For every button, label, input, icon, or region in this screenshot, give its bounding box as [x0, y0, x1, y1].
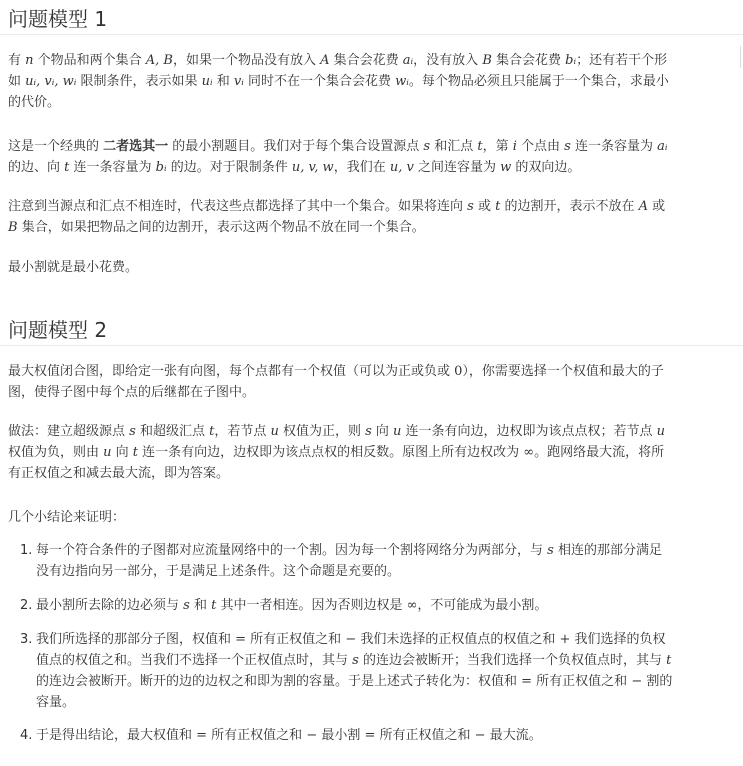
text: 的边。对于限制条件 [166, 160, 292, 175]
math: − [631, 674, 643, 689]
math: aᵢ [402, 53, 414, 68]
math: uᵢ [201, 74, 213, 89]
text: 。每个物品必须且只能属于一个集合，求最小 [408, 74, 669, 89]
math: u, v, w [291, 160, 334, 175]
text: 的边割开，表示不放在 [500, 199, 639, 214]
list-item [20, 725, 736, 746]
math: vᵢ [233, 74, 244, 89]
text: 集合会花费 [491, 53, 566, 68]
list-number: 1. [20, 543, 33, 558]
text: 最小割 [317, 728, 365, 743]
math: uᵢ, vᵢ, wᵢ [25, 74, 77, 89]
text: 我们未选择的正权值点的权值之和 [356, 632, 560, 647]
math: t [211, 598, 217, 613]
math: − [306, 728, 318, 743]
text: 同时不在一个集合会花费 [243, 74, 396, 89]
text: 连一条容量为 [570, 139, 658, 154]
list-item [20, 629, 736, 713]
text: ，不可能成为最小割。 [417, 598, 548, 613]
math: A [320, 53, 330, 68]
text: ，第 [482, 139, 513, 154]
text: 或 [647, 199, 666, 214]
text: 注意到当源点和汇点不相连时，代表这些点都选择了其中一个集合。如果将连向 [8, 199, 468, 214]
text: 集合会花费 [329, 53, 403, 68]
text: 相连的那部分满足 [553, 543, 662, 558]
math: s [423, 139, 431, 154]
text: 的代价。 [8, 95, 61, 110]
text: 最大权值闭合图，即给定一张有向图，每个点都有一个权值（可以为正或负或 [8, 364, 455, 379]
text: 和超级汇点 [135, 424, 210, 439]
math: s [129, 424, 136, 439]
text: 所有正权值之和 [532, 674, 632, 689]
text: ，若节点 [214, 424, 271, 439]
math: s [467, 199, 474, 214]
text: 。跑网络最大流，将所 [534, 445, 665, 460]
text: 我们所选择的那部分子图，权值和 [36, 632, 236, 647]
text: 连一条有向边，边权即为该点点权；若节点 [401, 424, 657, 439]
math: = [521, 674, 533, 689]
section-1-paragraph-2 [8, 136, 736, 178]
math: w [500, 160, 512, 175]
text: ；还有若干个形 [576, 53, 668, 68]
text: 值点的权值之和。当我们不选择一个正权值点时，其与 [36, 653, 353, 668]
math: u [393, 424, 402, 439]
math: B [482, 53, 492, 68]
list-item-text [36, 540, 736, 582]
section-2-paragraph-1 [8, 361, 736, 403]
math: n [25, 53, 34, 68]
text: ，我们在 [333, 160, 390, 175]
text: 个点由 [516, 139, 565, 154]
text: ，没有放入 [413, 53, 483, 68]
text: 有正权值之和减去最大流，即为答案。 [8, 466, 230, 481]
text: 于是得出结论，最大权值和 [36, 728, 197, 743]
math: A, B [145, 53, 173, 68]
text: 和 [212, 74, 234, 89]
math: i [512, 139, 517, 154]
section-1-paragraph-1 [8, 50, 736, 113]
section-1-paragraph-4: 最小割就是最小花费。 [8, 260, 139, 275]
text: 的连边会被断开。断开的边的边权之和即为割的容量。于是上述式子转化为：权值和 [36, 674, 522, 689]
math: t [132, 445, 139, 460]
math: ∞ [406, 598, 418, 613]
text: 的边、向 [8, 160, 65, 175]
section-1-title: 问题模型 1 [0, 6, 743, 35]
math: 0 [454, 364, 463, 379]
text: 向 [371, 424, 394, 439]
text: 图，使得子图中每个点的后继都在子图中。 [8, 385, 256, 400]
section-2-title: 问题模型 2 [0, 317, 743, 346]
text: 权值为负，则由 [8, 445, 104, 460]
text: 连一条有向边，边权即为该点点权的相反数。原图上所有边权改为 [138, 445, 524, 460]
list-number: 2. [20, 598, 33, 613]
text: 割的 [642, 674, 673, 689]
math: − [345, 632, 357, 647]
math: = [196, 728, 208, 743]
text: 其中一者相连。因为否则边权是 [216, 598, 407, 613]
text: 没有边指向另一部分，于是满足上述条件。这个命题是充要的。 [36, 564, 401, 579]
math: t [477, 139, 483, 154]
text: 的双向边。 [511, 160, 581, 175]
math: t [64, 160, 70, 175]
section-2-paragraph-3: 几个小结论来证明： [8, 510, 126, 525]
text: ），你需要选择一个权值和最大的子 [462, 364, 664, 379]
list-number: 3. [20, 632, 33, 647]
list-item [20, 595, 736, 616]
text: 容量。 [36, 695, 76, 710]
text: 所有正权值之和 [375, 728, 475, 743]
math: B [8, 220, 18, 235]
bold-term: 二者选其一 [103, 139, 169, 154]
math: u [103, 445, 112, 460]
math: wᵢ [395, 74, 409, 89]
text: 最小割所去除的边必须与 [36, 598, 184, 613]
text: 限制条件，表示如果 [76, 74, 202, 89]
text: 每一个符合条件的子图都对应流量网络中的一个割。因为每一个割将网络分为两部分，与 [36, 543, 548, 558]
text: 向 [111, 445, 133, 460]
math: ∞ [523, 445, 535, 460]
text: 做法：建立超级源点 [8, 424, 130, 439]
section-2-paragraph-2 [8, 421, 736, 484]
math: bᵢ [155, 160, 167, 175]
list-number: 4. [20, 728, 33, 743]
math: u [656, 424, 666, 439]
math: aᵢ [657, 139, 668, 154]
math: t [495, 199, 501, 214]
math: t [666, 653, 672, 668]
text: 或 [473, 199, 496, 214]
text: 我们选择的负权 [570, 632, 666, 647]
text: 有 [8, 53, 26, 68]
text: 所有正权值之和 [207, 728, 307, 743]
text: 这是一个经典的 [8, 139, 104, 154]
math: − [474, 728, 486, 743]
math: s [564, 139, 571, 154]
text: 个物品和两个集合 [33, 53, 146, 68]
text: 如 [8, 74, 26, 89]
math: u, v [389, 160, 414, 175]
text: 的连边会被断开；当我们选择一个负权值点时，其与 [358, 653, 667, 668]
math: A [638, 199, 648, 214]
list-item-text [36, 725, 736, 746]
math: = [235, 632, 247, 647]
math: s [547, 543, 554, 558]
list-item-text [36, 629, 736, 713]
text: 集合，如果把物品之间的边割开，表示这两个物品不放在同一个集合。 [17, 220, 425, 235]
math: u [270, 424, 279, 439]
math: = [364, 728, 376, 743]
text: 之间连容量为 [413, 160, 501, 175]
scrollbar-edge [740, 46, 741, 68]
text: ，如果一个物品没有放入 [173, 53, 321, 68]
math: + [559, 632, 571, 647]
text: 连一条容量为 [69, 160, 156, 175]
text: 所有正权值之和 [246, 632, 346, 647]
list-item-text [36, 595, 736, 616]
math: s [183, 598, 190, 613]
text: 最大流。 [485, 728, 542, 743]
math: bᵢ [565, 53, 577, 68]
text: 和汇点 [430, 139, 478, 154]
text: 和 [189, 598, 212, 613]
math: s [365, 424, 372, 439]
text: 权值为正，则 [278, 424, 366, 439]
math: t [209, 424, 215, 439]
math: s [352, 653, 359, 668]
section-1-paragraph-3 [8, 196, 736, 238]
text: 的最小割题目。我们对于每个集合设置源点 [168, 139, 424, 154]
list-item [20, 540, 736, 582]
